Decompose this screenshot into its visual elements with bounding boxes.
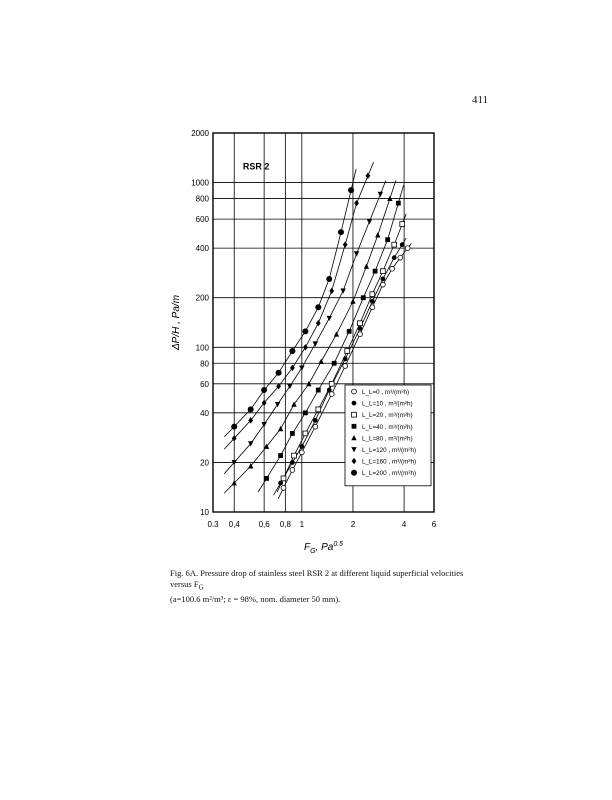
legend-label: L_L=200 , m³/(m²h) [362,470,417,478]
data-point [299,365,304,370]
data-point [396,201,401,206]
legend-marker [352,401,357,406]
data-point [400,222,405,227]
x-tick-label: 0,8 [279,520,291,529]
x-tick-label: 6 [431,520,437,529]
x-tick-label: 0.3 [207,520,219,529]
data-point [313,424,318,429]
legend-label: L_L=40 , m³/(m²h) [362,423,413,431]
data-point [231,424,237,430]
y-tick-label: 80 [200,359,209,369]
data-point [366,173,371,179]
data-point [275,402,280,407]
data-point [316,388,321,393]
data-point [303,410,308,415]
data-point [329,392,334,397]
data-point [354,200,359,206]
caption-subscript: G [198,583,204,592]
data-point [290,468,295,473]
data-point [392,242,397,247]
data-point [327,316,332,321]
data-point [348,187,354,193]
data-point [390,266,395,271]
data-point [248,406,254,412]
x-tick-label: 0,4 [228,520,240,529]
x-tick-label: 0,6 [258,520,270,529]
figure-caption [170,568,470,605]
legend-marker [351,470,357,476]
data-point [373,269,378,274]
data-point [289,348,295,354]
data-point [326,276,332,282]
y-tick-label: 20 [200,458,209,468]
data-point [364,263,369,268]
data-point [370,299,375,304]
data-point [299,450,304,455]
legend-label: L_L=20 , m³/(m²h) [362,412,413,420]
data-point [354,251,359,256]
data-point [338,229,344,235]
data-point [370,292,375,297]
data-point [316,320,321,326]
data-point [343,364,348,369]
legend-label: L_L=120 , m³/(m²h) [362,447,417,454]
y-tick-label: 60 [200,379,209,389]
data-point [347,329,352,334]
legend-marker [352,412,357,417]
data-point [261,387,267,393]
data-point [345,349,350,354]
data-point [378,192,383,197]
data-point [332,361,337,366]
data-point [315,304,321,310]
data-point [367,219,372,224]
y-tick-label: 600 [195,215,209,225]
legend-marker [352,389,357,394]
y-tick-label: 800 [195,194,209,204]
data-point [313,341,318,346]
data-point [350,298,355,303]
data-point [400,242,405,247]
data-point [276,370,282,376]
data-point [329,288,334,294]
legend-label: L_L=0 , m³/(m²h) [362,389,410,396]
data-point [278,426,283,431]
data-point [316,407,321,412]
legend-label: L_L=80 , m³/(m²h) [362,435,413,443]
y-tick-label: 200 [195,293,209,303]
y-tick-label: 10 [200,508,209,517]
legend-label: L_L=160 , m³/(m²h) [362,458,417,466]
data-point [358,321,363,326]
x-tick-label: 4 [401,520,407,529]
data-point [290,431,295,436]
y-tick-label: 400 [195,244,209,254]
data-point [380,269,385,274]
data-point [281,486,286,491]
y-tick-label: 100 [195,343,209,353]
data-point [303,431,308,436]
x-tick-label: 1 [299,520,305,529]
data-point [318,359,323,364]
data-point [385,237,390,242]
y-tick-label: 1000 [191,178,209,188]
data-point [334,331,339,336]
data-point [380,277,385,282]
data-point [361,295,366,300]
data-point [392,255,397,260]
data-point [375,232,380,237]
data-point [281,476,286,481]
data-point [329,381,334,386]
x-tick-label: 2 [350,520,356,529]
y-axis-label: ΔP/H , Pa/m [171,294,182,351]
caption-line-2: (a=100.6 m²/m³; ε = 98%, nom. diameter 50 mm). [170,593,341,604]
data-point [343,241,348,247]
legend-marker [352,424,357,429]
caption-line-1: Fig. 6A. Pressure drop of stainless steel RSR 2 at different liquid superficial velocities versus F [170,568,464,589]
page-number: 411 [472,94,489,106]
y-tick-label: 2000 [191,129,209,138]
x-axis-label: $F_G$, $Pa^{0.5}$ [303,541,344,555]
data-point [340,288,345,293]
series-line [224,169,356,437]
data-point [398,255,403,260]
data-point [278,453,283,458]
data-point [405,246,410,251]
y-tick-label: 40 [200,408,209,418]
legend-label: L_L=10 , m³/(m²h) [362,400,413,408]
data-point [299,444,304,449]
data-point [302,328,308,334]
data-point [264,476,269,481]
data-point [292,453,297,458]
chart-annotation: RSR 2 [242,161,270,172]
